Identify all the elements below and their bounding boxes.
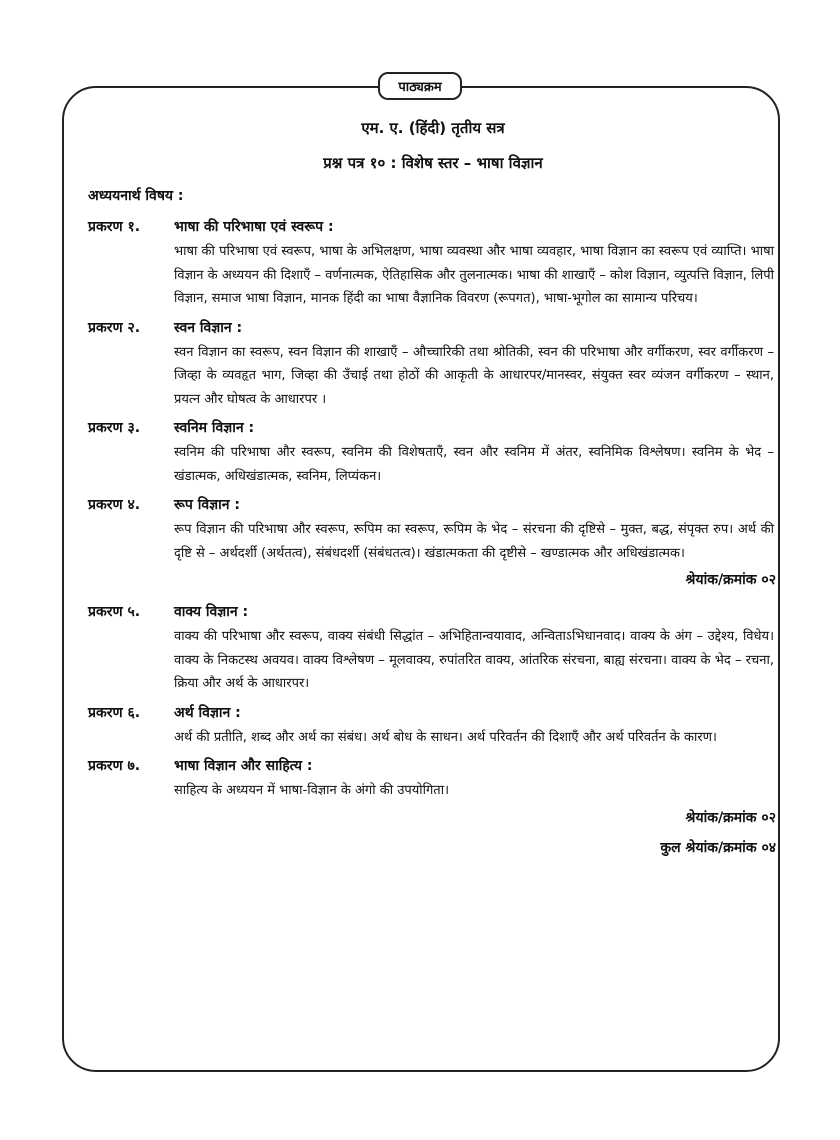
- unit-3-title: स्वनिम विज्ञान :: [174, 420, 255, 436]
- unit-2-heading: [88, 315, 778, 341]
- credit-second: श्रेयांक/क्रमांक ०२: [685, 809, 776, 826]
- unit-2: [88, 315, 778, 412]
- syllabus-content: [88, 112, 778, 863]
- unit-1-heading: [88, 214, 778, 240]
- paper-title: प्रश्न पत्र १० : विशेष स्तर – भाषा विज्ञान: [323, 154, 543, 172]
- unit-7-number: प्रकरण ७.: [88, 758, 141, 774]
- unit-3-heading: [88, 415, 778, 441]
- unit-2-title: स्वन विज्ञान :: [174, 319, 243, 336]
- unit-6-number: प्रकरण ६.: [88, 704, 141, 721]
- unit-6: [88, 700, 778, 750]
- syllabus-label: [378, 72, 462, 100]
- unit-2-number: प्रकरण २.: [88, 319, 141, 336]
- unit-3-number: प्रकरण ३.: [88, 420, 141, 436]
- unit-7-body: साहित्य के अध्ययन में भाषा-विज्ञान के अंगो की उपयोगिता।: [174, 783, 450, 798]
- unit-4-heading: [88, 492, 778, 518]
- course-title: एम. ए. (हिंदी) तृतीय सत्र: [361, 119, 505, 137]
- unit-5: [88, 599, 778, 696]
- syllabus-label-text: पाठ्यक्रम: [398, 80, 442, 95]
- unit-5-heading: [88, 599, 778, 625]
- unit-7: [88, 753, 778, 803]
- unit-4-title: रूप विज्ञान :: [174, 497, 240, 513]
- unit-4-number: प्रकरण ४.: [88, 497, 141, 513]
- subject-heading: अध्ययनार्थ विषय :: [88, 188, 184, 204]
- unit-6-heading: [88, 700, 778, 726]
- unit-1: [88, 214, 778, 311]
- unit-3-body: स्वनिम की परिभाषा और स्वरूप, स्वनिम की विशेषताएँ, स्वन और स्वनिम में अंतर, स्वनिमिक विश्लेषण। स्वनिम के भेद – खंडात्मक, अधिखंडात्मक, स्वनिम, लिप्यंकन।: [174, 445, 774, 484]
- unit-5-number: प्रकरण ५.: [88, 604, 141, 620]
- unit-5-title: वाक्य विज्ञान :: [174, 604, 249, 620]
- unit-6-body: अर्थ की प्रतीति, शब्द और अर्थ का संबंध। अर्थ बोध के साधन। अर्थ परिवर्तन की दिशाएँ और अर्थ परिवर्तन के कारण।: [174, 729, 717, 745]
- unit-4-body: रूप विज्ञान की परिभाषा और स्वरूप, रूपिम का स्वरूप, रूपिम के भेद – संरचना की दृष्टिसे – मुक्त, बद्ध, संपृक्त रुप। अर्थ की दृष्टि से – अर्थदर्शी (अर्थतत्व), संबंधदर्शी (संबंधतत्व)। खंडात्मकता की दृष्टीसे – खण्डात्मक और अधिखंडात्मक।: [174, 522, 774, 561]
- unit-7-title: भाषा विज्ञान और साहित्य :: [174, 758, 313, 774]
- unit-7-heading: [88, 753, 778, 779]
- unit-3: [88, 415, 778, 488]
- credit-total: कुल श्रेयांक/क्रमांक ०४: [660, 839, 776, 856]
- unit-1-title: भाषा की परिभाषा एवं स्वरूप :: [174, 219, 334, 235]
- credit-first: श्रेयांक/क्रमांक ०२: [685, 572, 776, 588]
- unit-6-title: अर्थ विज्ञान :: [174, 704, 241, 721]
- unit-2-body: स्वन विज्ञान का स्वरूप, स्वन विज्ञान की शाखाएँ – औच्चारिकी तथा श्रोतिकी, स्वन की परिभाषा और वर्गीकरण, स्वर वर्गीकरण – जिव्हा के व्यवहृत भाग, जिव्हा की उँचाई तथा होठों की आकृती के आधारपर/मानस्वर, संयुक्त स्वर व्यंजन वर्गीकरण – स्थान, प्रयत्न और घोषत्व के आधारपर ।: [174, 344, 774, 407]
- unit-4: [88, 492, 778, 565]
- unit-5-body: वाक्य की परिभाषा और स्वरूप, वाक्य संबंधी सिद्धांत – अभिहितान्वयावाद, अन्विताऽभिधानवाद। वाक्य के अंग – उद्देश्य, विधेय। वाक्य के निकटस्थ अवयव। वाक्य विश्लेषण – मूलवाक्य, रुपांतरित वाक्य, आंतरिक संरचना, बाह्य संरचना। वाक्य के भेद – रचना, क्रिया और अर्थ के आधारपर।: [174, 629, 774, 691]
- unit-1-number: प्रकरण १.: [88, 219, 141, 235]
- unit-1-body: भाषा की परिभाषा एवं स्वरूप, भाषा के अभिलक्षण, भाषा व्यवस्था और भाषा व्यवहार, भाषा विज्ञान का स्वरूप एवं व्याप्ति। भाषा विज्ञान के अध्ययन की दिशाएँ – वर्णनात्मक, ऐतिहासिक और तुलनात्मक। भाषा की शाखाएँ – कोश विज्ञान, व्युत्पत्ति विज्ञान, लिपी विज्ञान, समाज भाषा विज्ञान, मानक हिंदी का भाषा वैज्ञानिक विवरण (रूपगत), भाषा-भूगोल का सामान्य परिचय।: [174, 244, 774, 306]
